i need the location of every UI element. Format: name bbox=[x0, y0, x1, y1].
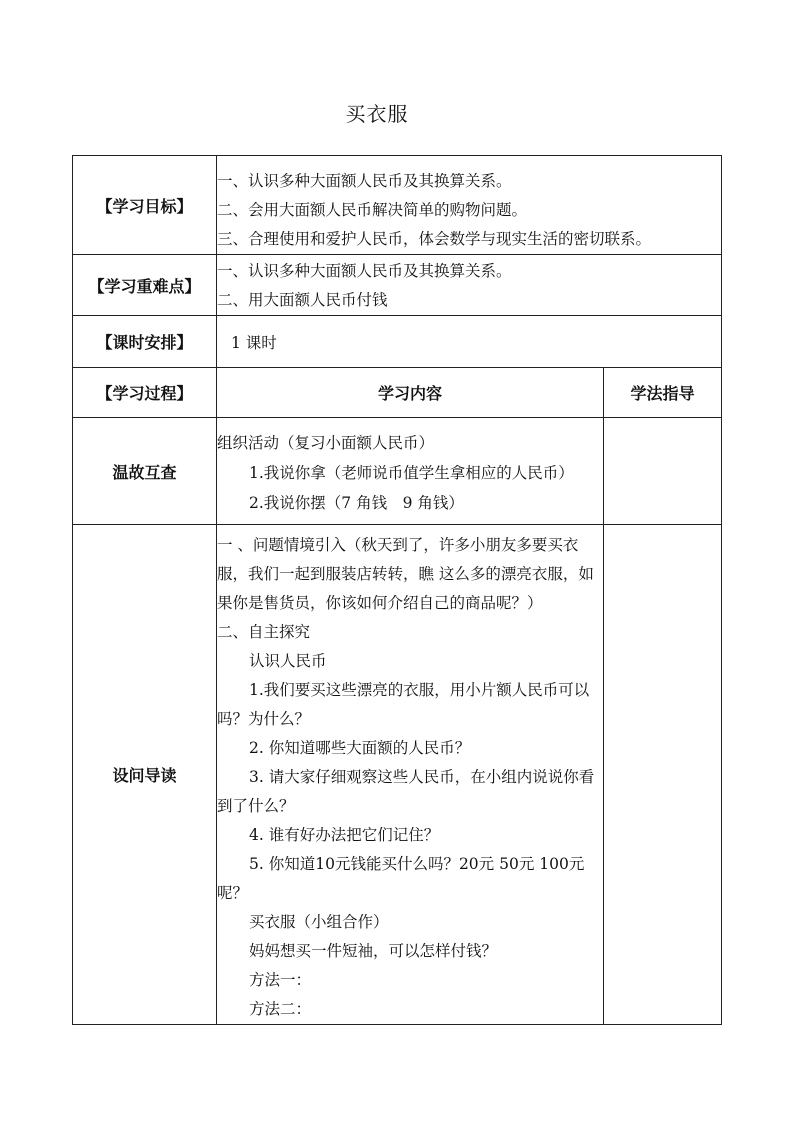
review-line: 2.我说你摆（7 角钱 9 角钱） bbox=[249, 494, 464, 512]
goal-item: 三、合理使用和爱护人民币，体会数学与现实生活的密切联系。 bbox=[217, 230, 652, 248]
guided-row bbox=[73, 525, 722, 1025]
lesson-plan-table bbox=[72, 155, 722, 1025]
sub-heading: 认识人民币 bbox=[249, 651, 327, 670]
key-point-item: 二、用大面额人民币付钱 bbox=[217, 291, 388, 309]
process-header-row bbox=[73, 368, 722, 418]
task-text: 妈妈想买一件短袖，可以怎样付钱？ bbox=[249, 941, 498, 960]
guided-label: 设问导读 bbox=[73, 525, 217, 1025]
key-points-label: 【学习重难点】 bbox=[73, 255, 217, 316]
goals-content bbox=[217, 156, 722, 255]
goal-item: 二、会用大面额人民币解决简单的购物问题。 bbox=[217, 201, 528, 219]
content-header: 学习内容 bbox=[217, 368, 604, 418]
method-header: 学法指导 bbox=[604, 368, 722, 418]
schedule-row bbox=[73, 316, 722, 368]
question: 1.我们要买这些漂亮的衣服，用小片额人民币可以吗？为什么？ bbox=[217, 680, 590, 728]
review-line: 组织活动（复习小面额人民币） bbox=[217, 434, 435, 452]
section-heading: 二、自主探究 bbox=[217, 622, 311, 641]
key-point-item: 一、认识多种大面额人民币及其换算关系。 bbox=[217, 262, 512, 280]
review-line: 1.我说你拿（老师说币值学生拿相应的人民币） bbox=[249, 464, 574, 482]
sub-heading: 买衣服（小组合作） bbox=[249, 912, 389, 931]
key-points-content bbox=[217, 255, 722, 316]
schedule-label: 【课时安排】 bbox=[73, 316, 217, 368]
review-content bbox=[217, 418, 604, 525]
page-title: 买衣服 bbox=[345, 102, 409, 126]
goal-item: 一、认识多种大面额人民币及其换算关系。 bbox=[217, 172, 512, 190]
question: 4. 谁有好办法把它们记住？ bbox=[249, 825, 440, 844]
goals-label: 【学习目标】 bbox=[73, 156, 217, 255]
guided-content bbox=[217, 525, 604, 1025]
key-points-row bbox=[73, 255, 722, 316]
schedule-value: 1 课时 bbox=[217, 316, 722, 368]
review-row bbox=[73, 418, 722, 525]
question: 5. 你知道10元钱能买什么吗？20元 50元 100元呢？ bbox=[217, 854, 585, 902]
method-line: 方法一： bbox=[249, 970, 312, 989]
review-method-cell bbox=[604, 418, 722, 525]
question: 3. 请大家仔细观察这些人民币，在小组内说说你看到了什么？ bbox=[217, 767, 595, 815]
process-label: 【学习过程】 bbox=[73, 368, 217, 418]
goals-row bbox=[73, 156, 722, 255]
review-label: 温故互查 bbox=[73, 418, 217, 525]
question: 2. 你知道哪些大面额的人民币？ bbox=[249, 738, 471, 757]
guided-method-cell bbox=[604, 525, 722, 1025]
method-line: 方法二： bbox=[249, 999, 312, 1018]
intro-paragraph: 一 、问题情境引入（秋天到了，许多小朋友多要买衣服，我们一起到服装店转转，瞧 这么多的漂亮衣服，如果你是售货员，你该如何介绍自己的商品呢？） bbox=[217, 535, 594, 612]
